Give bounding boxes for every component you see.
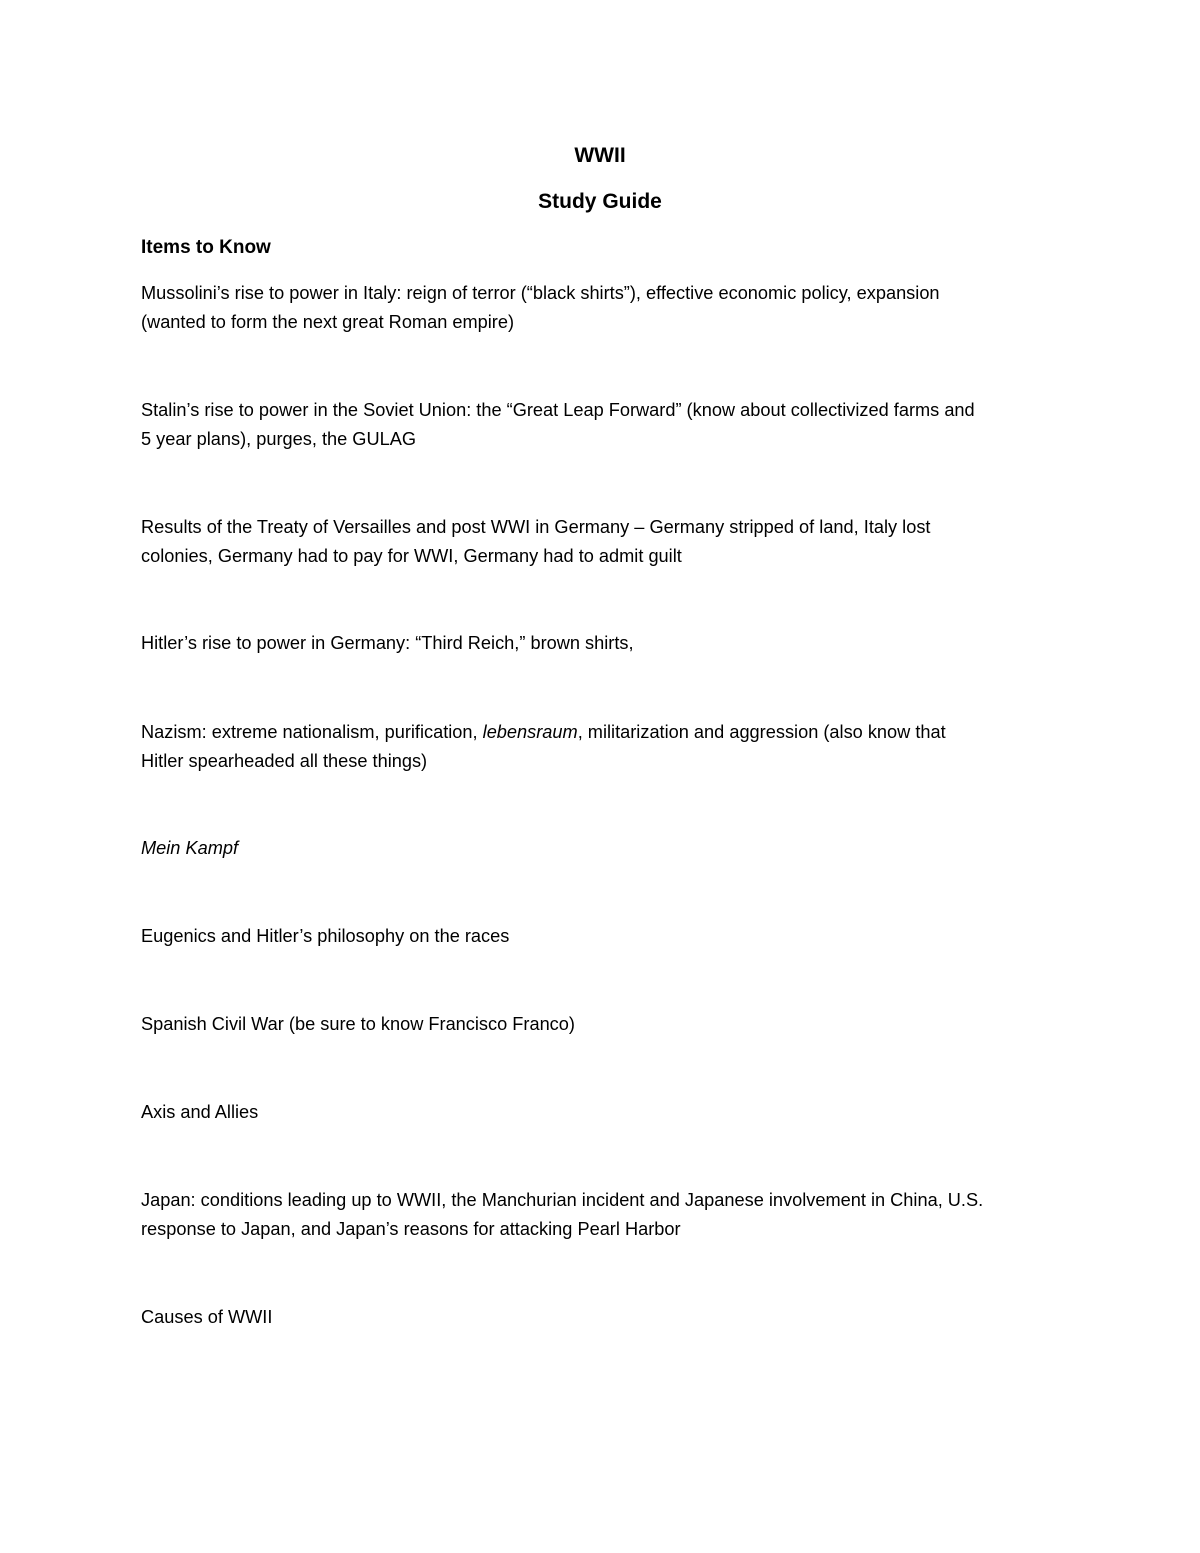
item-nazism-text-a: Nazism: extreme nationalism, purification, (141, 722, 483, 742)
item-hitler (141, 629, 1071, 658)
item-stalin-line-1: Stalin’s rise to power in the Soviet Union: the “Great Leap Forward” (know about collectivized farms and (141, 400, 975, 420)
item-axis-allies: Axis and Allies (141, 1102, 259, 1122)
item-causes: Causes of WWII (141, 1307, 273, 1327)
item-nazism (141, 718, 1071, 775)
item-nazism-lebensraum: lebensraum (482, 722, 578, 742)
item-nazism-line-1 (141, 718, 1071, 747)
item-mein-kampf: Mein Kampf (141, 838, 239, 858)
item-versailles (141, 513, 1071, 570)
item-spanish-civil-war: Spanish Civil War (be sure to know Francisco Franco) (141, 1014, 575, 1034)
item-mussolini-line-2: (wanted to form the next great Roman empire) (141, 311, 515, 332)
item-japan-line-2: response to Japan, and Japan’s reasons for attacking Pearl Harbor (141, 1218, 681, 1239)
item-versailles-line-2: colonies, Germany had to pay for WWI, Germany had to admit guilt (141, 545, 682, 566)
item-hitler-line-1: Hitler’s rise to power in Germany: “Third Reich,” brown shirts, (141, 633, 634, 653)
item-eugenics: Eugenics and Hitler’s philosophy on the races (141, 926, 510, 946)
section-heading: Items to Know (141, 237, 271, 258)
item-mussolini-line-1: Mussolini’s rise to power in Italy: reign of terror (“black shirts”), effective economic policy, expansion (141, 283, 940, 303)
item-japan (141, 1186, 1071, 1243)
page-subtitle: Study Guide (538, 190, 662, 213)
page-title: WWII (574, 144, 626, 167)
item-nazism-line-2: Hitler spearheaded all these things) (141, 750, 428, 771)
item-stalin (141, 396, 1071, 453)
item-versailles-line-1: Results of the Treaty of Versailles and post WWI in Germany – Germany stripped of land, Italy lost (141, 517, 931, 537)
item-mussolini (141, 279, 1071, 336)
item-stalin-line-2: 5 year plans), purges, the GULAG (141, 428, 416, 449)
item-nazism-text-b: , militarization and aggression (also know that (577, 722, 946, 742)
item-japan-line-1: Japan: conditions leading up to WWII, the Manchurian incident and Japanese involvement in China, U.S. (141, 1190, 984, 1210)
